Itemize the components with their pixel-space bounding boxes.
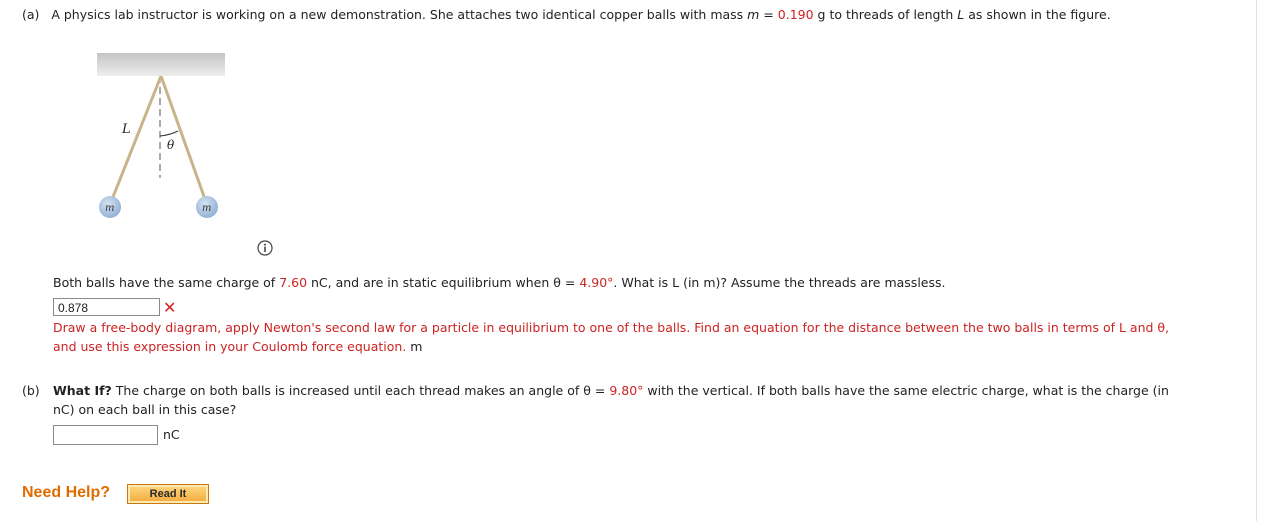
right-divider (1256, 0, 1257, 521)
part-a-label: (a) (22, 7, 40, 22)
part-a-question (53, 274, 945, 292)
need-help-label: Need Help? (22, 484, 111, 501)
intro-text: = (759, 7, 778, 22)
ceiling-support (97, 53, 225, 76)
question-text: Both balls have the same charge of (53, 275, 280, 290)
part-b-question (53, 382, 1169, 400)
pendulum-figure (90, 50, 240, 220)
right-ball-label: m (202, 203, 212, 214)
question-text: with the vertical. If both balls have the same electric charge, what is the charge (in (643, 383, 1169, 398)
angle-label: θ (167, 138, 175, 152)
part-b-question-line2: nC) on each ball in this case? (53, 402, 237, 417)
question-text: nC, and are in static equilibrium when θ = (307, 275, 580, 290)
question-text: The charge on both balls is increased until each thread makes an angle of θ = (111, 383, 610, 398)
answer-b-input[interactable] (53, 425, 158, 445)
mass-symbol: m (747, 7, 760, 22)
what-if-label: What If? (53, 383, 112, 398)
angle-arc (160, 131, 178, 136)
part-a-intro (22, 6, 1111, 24)
angle-value: 4.90° (579, 275, 614, 290)
left-thread (111, 76, 161, 202)
intro-text: A physics lab instructor is working on a new demonstration. She attaches two identical copper balls with mass (51, 7, 748, 22)
intro-text: g to threads of length (813, 7, 958, 22)
part-b-label: (b) (22, 383, 40, 398)
answer-b-unit: nC (163, 427, 180, 442)
question-text: . What is L (in m)? Assume the threads are massless. (613, 275, 946, 290)
hint-line-1: Draw a free-body diagram, apply Newton's second law for a particle in equilibrium to one of the balls. Find an equation for the distance between the two balls in terms of L and θ, (53, 320, 1170, 335)
angle-value-b: 9.80° (609, 383, 644, 398)
hint-text: and use this expression in your Coulomb force equation. (53, 339, 407, 354)
answer-a-input[interactable]: 0.878 (53, 298, 160, 316)
hint-line-2 (53, 338, 422, 356)
length-symbol: L (957, 7, 965, 22)
charge-value: 7.60 (279, 275, 308, 290)
answer-a-unit: m (410, 339, 423, 354)
incorrect-x-icon: ✕ (163, 298, 177, 317)
length-label: L (122, 122, 131, 137)
read-it-button[interactable]: Read It (127, 484, 209, 504)
left-ball-label: m (105, 203, 115, 214)
intro-text: as shown in the figure. (964, 7, 1111, 22)
mass-value: 0.190 (777, 7, 814, 22)
info-icon[interactable] (257, 240, 273, 256)
